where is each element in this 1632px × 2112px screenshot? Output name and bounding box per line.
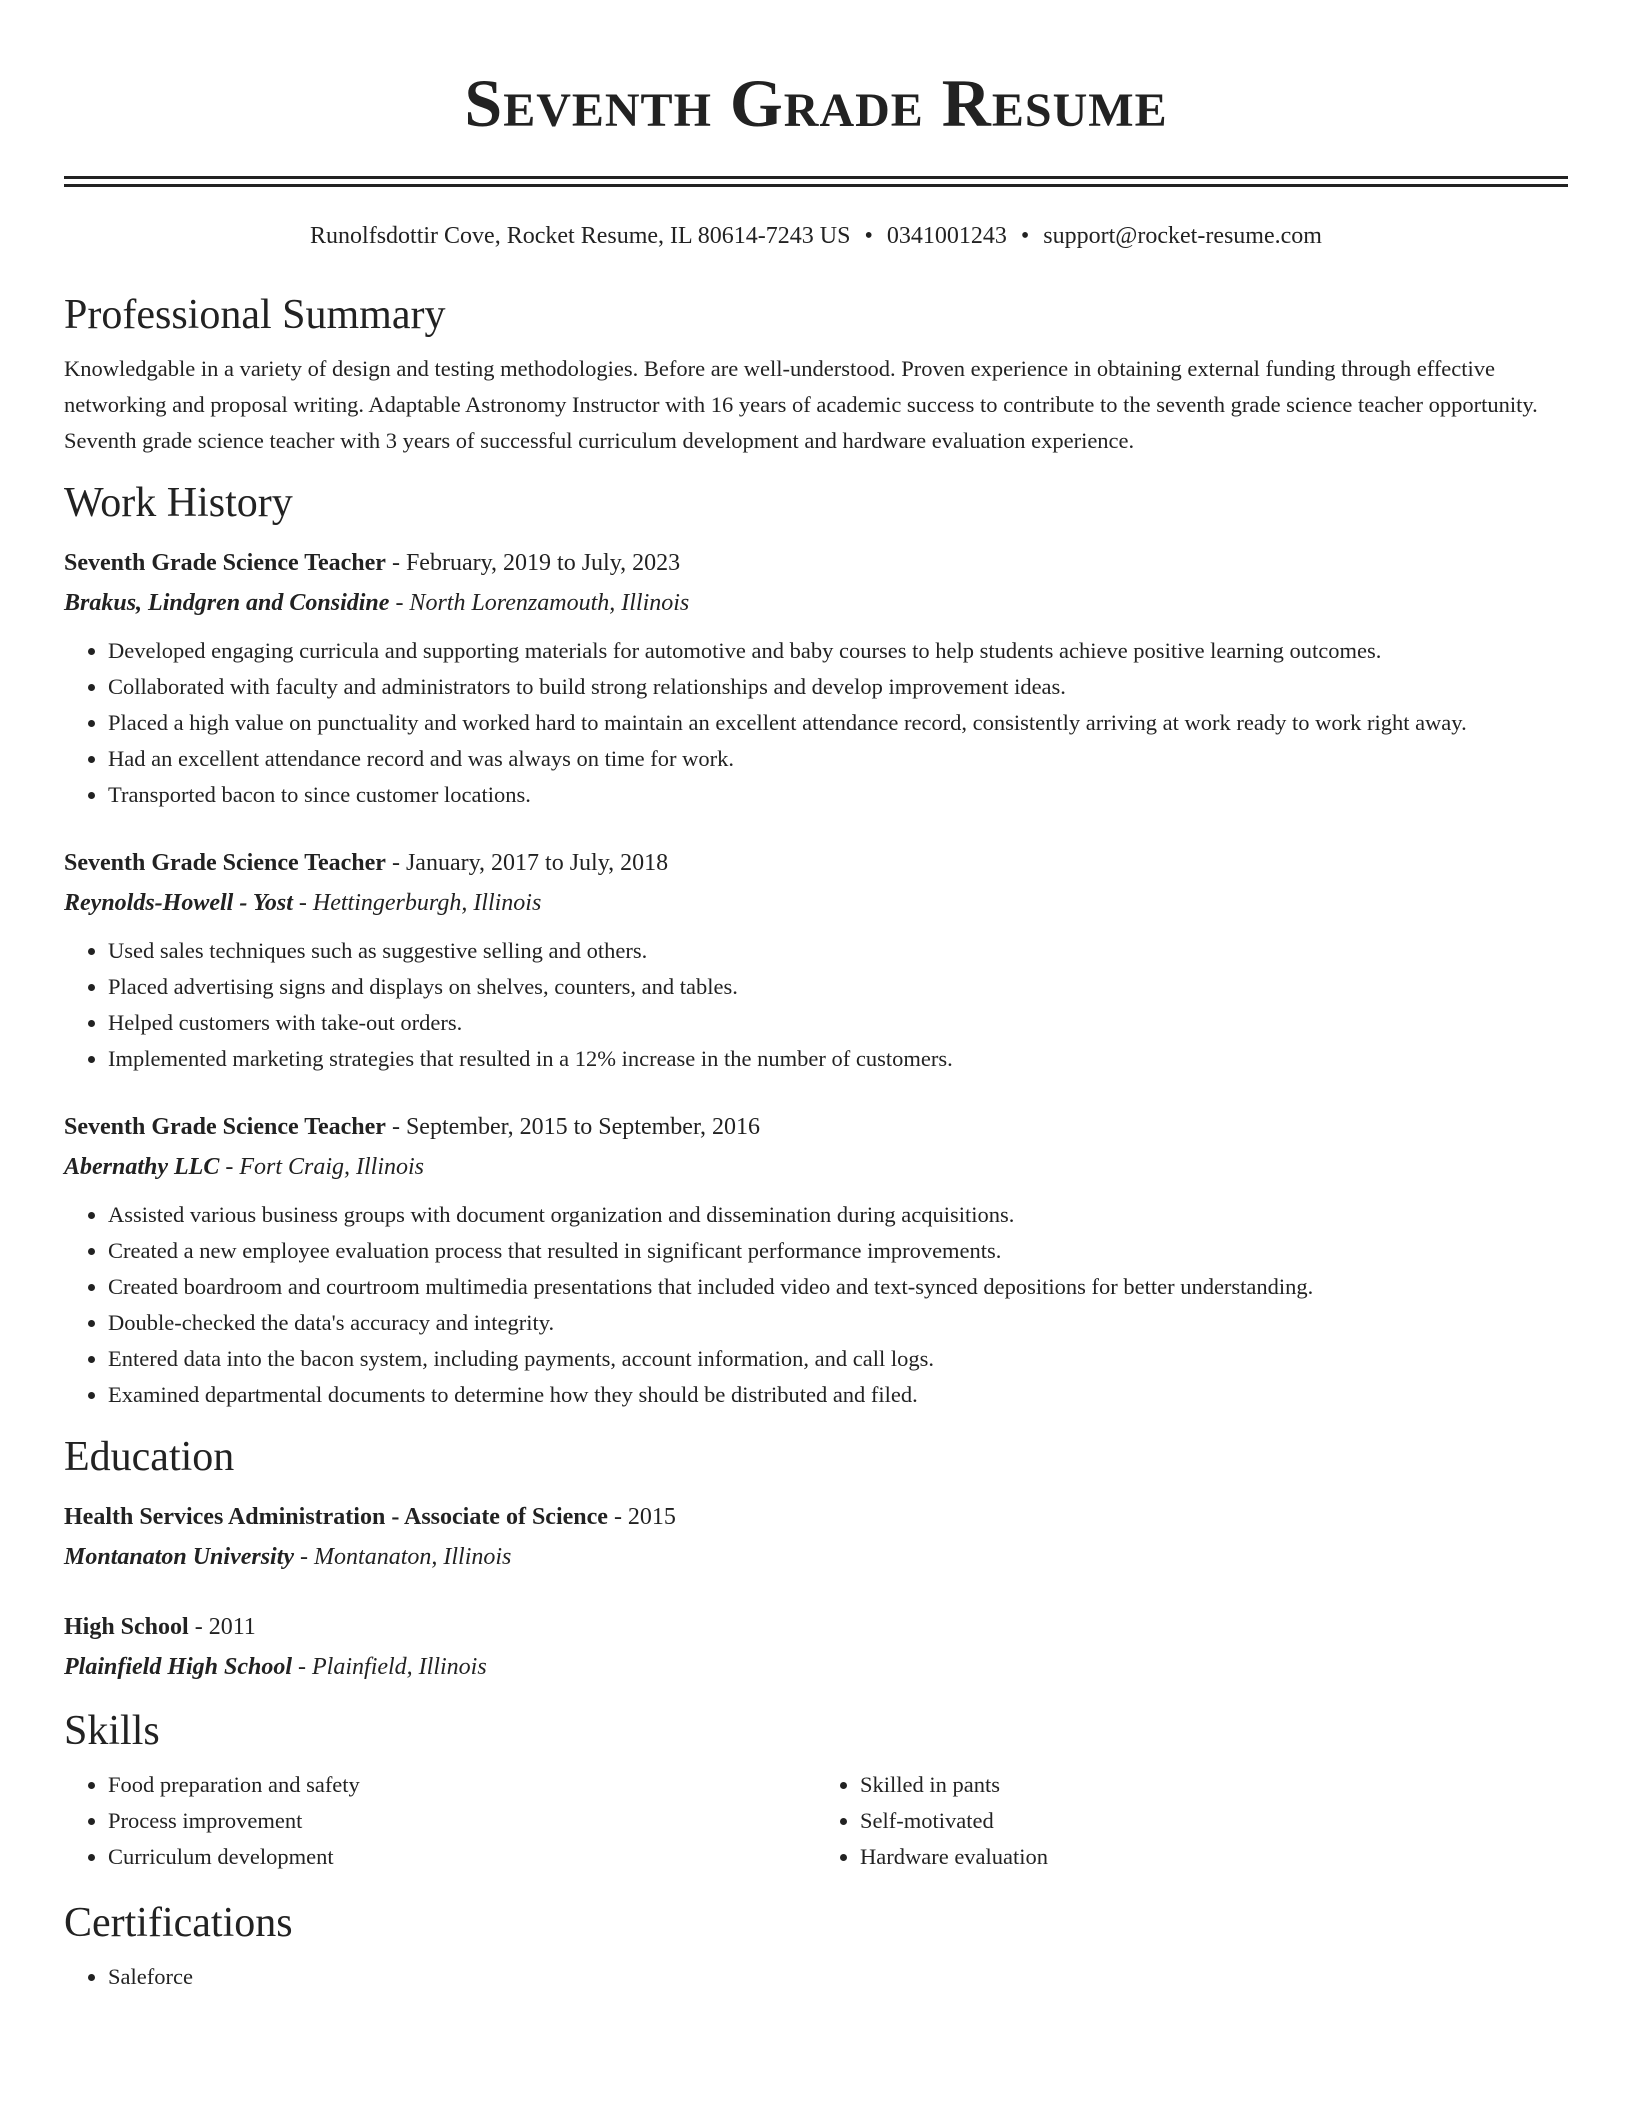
skills-left-list: [64, 1767, 816, 1875]
job-bullets: [64, 933, 1568, 1077]
list-item: • Placed advertising signs and displays on shelves, counters, and tables.: [108, 969, 1568, 1005]
skills-right-list: [816, 1767, 1568, 1875]
education-entry: [64, 1497, 1568, 1577]
education-year: - 2011: [188, 1614, 256, 1640]
job-bullets: [64, 1197, 1568, 1413]
education-school-line: [64, 1647, 1568, 1687]
list-item: • Assisted various business groups with document organization and dissemination during acquisitions.: [108, 1197, 1568, 1233]
list-item: • Double-checked the data's accuracy and integrity.: [108, 1305, 1568, 1341]
education-location: - Plainfield, Illinois: [292, 1654, 487, 1680]
job-title-line: [64, 1107, 1568, 1147]
education-degree: Health Services Administration - Associate of Science: [64, 1504, 608, 1530]
job-company: Reynolds-Howell - Yost: [64, 890, 293, 916]
contact-line: [64, 221, 1568, 251]
education-school: Montanaton University: [64, 1544, 295, 1570]
resume-title: Seventh Grade Resume: [464, 65, 1168, 141]
list-item: • Placed a high value on punctuality and worked hard to maintain an excellent attendance record, consistently arriving at work ready to work right away.: [108, 705, 1568, 741]
education-degree-line: [64, 1607, 1568, 1647]
job-dates: - January, 2017 to July, 2018: [385, 850, 669, 876]
job-title: Seventh Grade Science Teacher: [64, 550, 386, 576]
list-item: • Implemented marketing strategies that resulted in a 12% increase in the number of customers.: [108, 1041, 1568, 1077]
list-item: • Collaborated with faculty and administrators to build strong relationships and develop improvement ideas.: [108, 669, 1568, 705]
list-item: • Examined departmental documents to determine how they should be distributed and filed.: [108, 1377, 1568, 1413]
job-entry: [64, 543, 1568, 813]
job-dates: - September, 2015 to September, 2016: [385, 1114, 760, 1140]
section-heading-work: Work History: [64, 480, 293, 526]
section-heading-skills: Skills: [64, 1708, 160, 1754]
job-company: Brakus, Lindgren and Considine: [64, 590, 390, 616]
title-double-rule: [64, 176, 1568, 187]
list-item: • Had an excellent attendance record and was always on time for work.: [108, 741, 1568, 777]
skill-item: • Skilled in pants: [860, 1767, 1568, 1803]
skill-item: • Hardware evaluation: [860, 1839, 1568, 1875]
job-entry: [64, 843, 1568, 1077]
job-company: Abernathy LLC: [64, 1154, 220, 1180]
contact-phone: 0341001243: [886, 223, 1007, 249]
skill-item: • Process improvement: [108, 1803, 816, 1839]
education-year: - 2015: [607, 1504, 676, 1530]
job-company-line: [64, 583, 1568, 623]
contact-address: Runolfsdottir Cove, Rocket Resume, IL 80614-7243 US: [310, 223, 851, 249]
list-item: • Entered data into the bacon system, including payments, account information, and call logs.: [108, 1341, 1568, 1377]
job-company-line: [64, 883, 1568, 923]
education-school: Plainfield High School: [64, 1654, 293, 1680]
job-title-line: [64, 543, 1568, 583]
job-entry: [64, 1107, 1568, 1413]
certification-item: • Saleforce: [108, 1959, 1568, 1995]
skill-item: • Self-motivated: [860, 1803, 1568, 1839]
skills-columns: [64, 1757, 1568, 1875]
job-bullets: [64, 633, 1568, 813]
education-entry: [64, 1607, 1568, 1687]
education-degree: High School: [64, 1614, 189, 1640]
section-heading-education: Education: [64, 1434, 235, 1480]
job-title: Seventh Grade Science Teacher: [64, 850, 386, 876]
job-location: - North Lorenzamouth, Illinois: [389, 590, 690, 616]
certifications-list: [64, 1959, 1568, 1995]
job-title: Seventh Grade Science Teacher: [64, 1114, 386, 1140]
job-location: - Fort Craig, Illinois: [219, 1154, 425, 1180]
list-item: • Created boardroom and courtroom multimedia presentations that included video and text-synced depositions for better understanding.: [108, 1269, 1568, 1305]
list-item: • Created a new employee evaluation process that resulted in significant performance improvements.: [108, 1233, 1568, 1269]
skill-item: • Food preparation and safety: [108, 1767, 816, 1803]
summary-text: Knowledgable in a variety of design and testing methodologies. Before are well-understood. Proven experience in obtaining external funding through effective networking and proposal writing. Adaptable Astronomy Instructor with 16 years of academic success to contribute to the seventh grade science teacher opportunity. Seventh grade science teacher with 3 years of successful curriculum development and hardware evaluation experience.: [64, 356, 1538, 453]
education-school-line: [64, 1537, 1568, 1577]
list-item: • Used sales techniques such as suggestive selling and others.: [108, 933, 1568, 969]
job-company-line: [64, 1147, 1568, 1187]
job-title-line: [64, 843, 1568, 883]
contact-separator: •: [1020, 223, 1030, 249]
section-heading-summary: Professional Summary: [64, 292, 446, 338]
skill-item: • Curriculum development: [108, 1839, 816, 1875]
list-item: • Helped customers with take-out orders.: [108, 1005, 1568, 1041]
job-location: - Hettingerburgh, Illinois: [292, 890, 542, 916]
list-item: • Developed engaging curricula and supporting materials for automotive and baby courses to help students achieve positive learning outcomes.: [108, 633, 1568, 669]
section-heading-certifications: Certifications: [64, 1900, 293, 1946]
job-dates: - February, 2019 to July, 2023: [385, 550, 681, 576]
contact-email: support@rocket-resume.com: [1043, 223, 1322, 249]
education-location: - Montanaton, Illinois: [294, 1544, 512, 1570]
education-degree-line: [64, 1497, 1568, 1537]
list-item: • Transported bacon to since customer locations.: [108, 777, 1568, 813]
contact-separator: •: [864, 223, 873, 249]
